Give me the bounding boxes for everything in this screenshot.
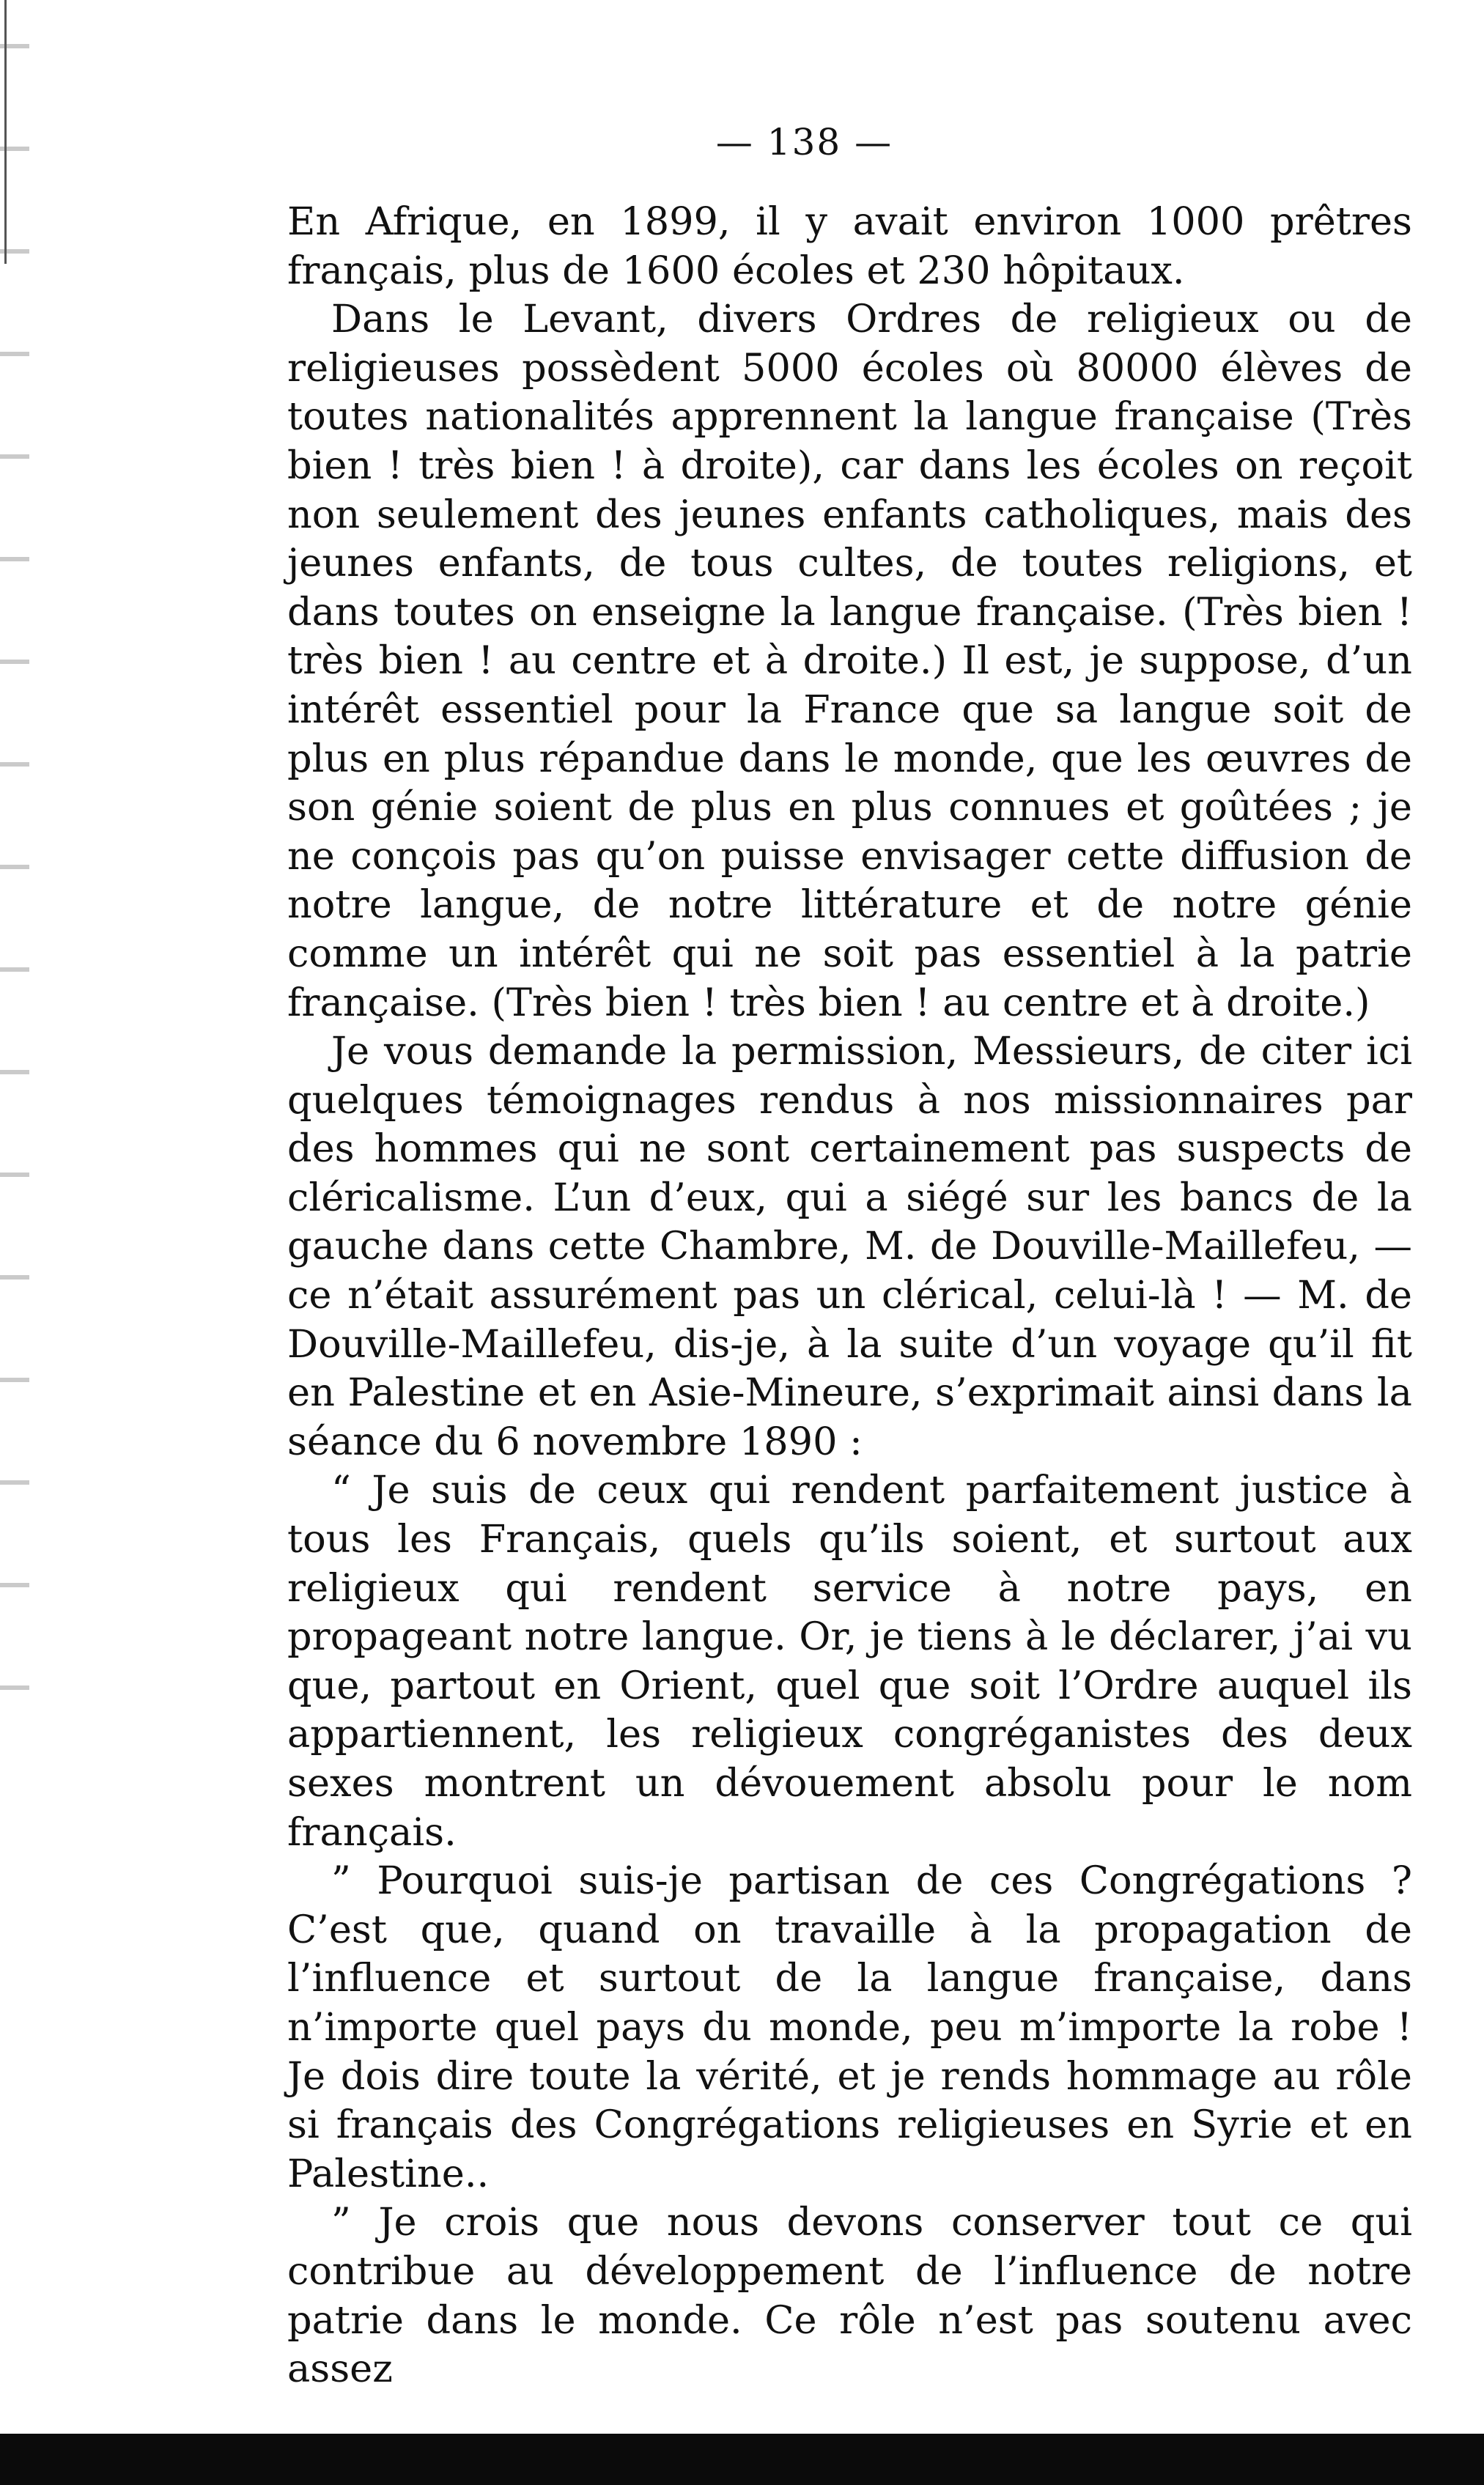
scan-gutter-noise — [0, 0, 29, 1759]
paragraph-2: Dans le Levant, divers Ordres de religieux ou de religieuses possèdent 5000 écoles où 80000 élèves de toutes nationalités apprennent la langue française (Très bien ! très bien ! à droite), car dans les écoles on reçoit non seulement des jeunes enfants catholiques, mais des jeunes enfants, de tous cultes, de toutes religions, et dans toutes on enseigne la langue française. (Très bien ! très bien ! au centre et à droite.) Il est, je suppose, d’un intérêt essentiel pour la France que sa langue soit de plus en plus répandue dans le monde, que les œuvres de son génie soient de plus en plus connues et goûtées ; je ne conçois pas qu’on puisse envisager cette diffusion de notre langue, de notre littérature et de notre génie comme un intérêt qui ne soit pas essentiel à la patrie française. (Très bien ! très bien ! au centre et à droite.) — [287, 297, 1412, 1025]
quote-paragraph-2: ” Pourquoi suis-je partisan de ces Congrégations ? C’est que, quand on travaille à la propagation de l’influence et surtout de la langue française, dans n’importe quel pays du monde, peu m’importe la robe ! Je dois dire toute la vérité, et je rends hommage au rôle si français des Congrégations religieuses en Syrie et en Palestine.. — [287, 1858, 1412, 2196]
quote-paragraph-1: “ Je suis de ceux qui rendent parfaitement justice à tous les Français, quels qu’ils soient, et surtout aux religieux qui rendent service à notre pays, en propageant notre langue. Or, je tiens à le déclarer, j’ai vu que, partout en Orient, quel que soit l’Ordre auquel ils appartiennent, les religieux congréganistes des deux sexes montrent un dévouement absolu pour le nom français. — [287, 1468, 1412, 1855]
scan-bottom-edge — [0, 2434, 1484, 2485]
paragraph-1: En Afrique, en 1899, il y avait environ 1000 prêtres français, plus de 1600 écoles et 230 hôpitaux. — [287, 199, 1412, 293]
quote-paragraph-3: ” Je crois que nous devons conserver tout ce qui contribue au développement de l’influence de notre patrie dans le monde. Ce rôle n’est pas soutenu avec assez — [287, 2200, 1412, 2392]
body-text — [287, 198, 1412, 2394]
page-number: — 138 — — [715, 121, 893, 163]
paragraph-3: Je vous demande la permission, Messieurs, de citer ici quelques témoignages rendus à nos missionnaires par des hommes qui ne sont certainement pas suspects de cléricalisme. L’un d’eux, qui a siégé sur les bancs de la gauche dans cette Chambre, M. de Douville-Maillefeu, — ce n’était assurément pas un clérical, celui-là ! — M. de Douville-Maillefeu, dis-je, à la suite d’un voyage qu’il fit en Palestine et en Asie-Mineure, s’exprimait ainsi dans la séance du 6 novembre 1890 : — [287, 1029, 1412, 1464]
